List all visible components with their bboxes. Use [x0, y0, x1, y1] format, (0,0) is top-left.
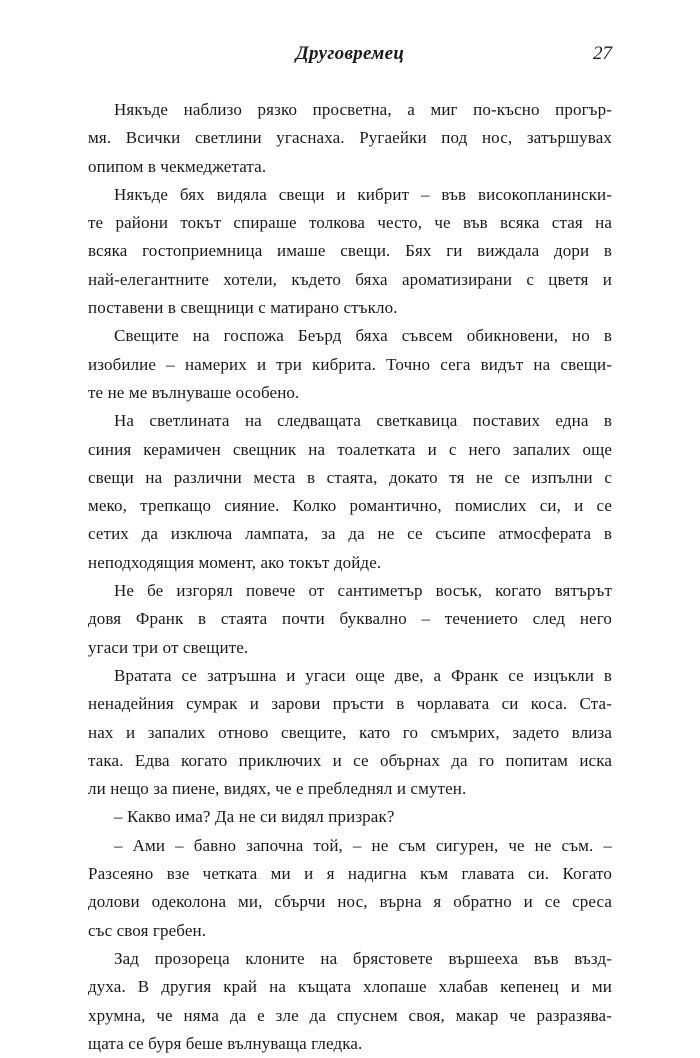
text-line: те райони токът спираше толкова често, че във всяка стая на	[88, 213, 612, 233]
text-line: със своя гребен.	[88, 920, 207, 940]
paragraph	[88, 803, 612, 831]
text-line: изобилие – намерих и три кибрита. Точно сега видът на свещи-	[88, 354, 612, 374]
text-line: угаси три от свещите.	[88, 637, 249, 657]
paragraph	[88, 945, 612, 1058]
body-text	[88, 96, 612, 1058]
text-line: довя Франк в стаята почти буквално – течението след него	[88, 609, 612, 629]
paragraph	[88, 577, 612, 662]
paragraph	[88, 322, 612, 407]
text-line: поставени в свещници с матирано стъкло.	[88, 298, 398, 318]
text-line: меко, трепкащо сияние. Колко романтично, помислих си, и се	[88, 496, 612, 516]
text-line: така. Едва когато приключих и се обърнах да го попитам иска	[88, 750, 612, 770]
text-line: те не ме вълнуваше особено.	[88, 382, 300, 402]
paragraph	[88, 96, 612, 181]
page-number: 27	[593, 43, 612, 64]
text-line: – Ами – бавно започна той, – не съм сигурен, че не съм. –	[114, 835, 612, 855]
text-line: ли нещо за пиене, видях, че е пребледнял и смутен.	[88, 779, 467, 799]
text-line: Разсеяно взе четката ми и я надигна към главата си. Когато	[88, 864, 612, 884]
text-line: сетих да изключа лампата, за да не се съсипе атмосферата в	[88, 524, 612, 544]
text-line: – Какво има? Да не си видял призрак?	[114, 807, 395, 827]
text-line: Не бе изгорял повече от сантиметър восък, когато вятърът	[114, 581, 612, 601]
text-line: Вратата се затръшна и угаси още две, а Франк се изцъкли в	[114, 665, 612, 685]
text-line: Някъде наблизо рязко просветна, а миг по-късно прогър-	[114, 100, 612, 119]
text-line: долови одеколона ми, сбърчи нос, върна я обратно и се среса	[88, 892, 612, 912]
text-line: нах и запалих отново свещите, като го смъмрих, задето влиза	[88, 722, 612, 742]
text-line: всяка гостоприемница имаше свещи. Бях ги виждала дори в	[88, 241, 612, 261]
running-header	[88, 43, 612, 71]
paragraph	[88, 662, 612, 803]
text-line: синия керамичен свещник на тоалетката и с него запалих още	[88, 439, 612, 459]
text-line: неподходящия момент, ако токът дойде.	[88, 552, 382, 572]
text-line: Някъде бях видяла свещи и кибрит – във високопланински-	[114, 184, 612, 204]
text-line: щата се буря беше вълнуваща гледка.	[88, 1033, 363, 1053]
text-line: хрумна, че няма да е зле да спуснем своя, макар че разразява-	[88, 1005, 612, 1025]
text-line: най-елегантните хотели, където бяха ароматизирани с цветя и	[88, 269, 612, 289]
text-line: духа. В другия край на къщата хлопаше хлабав кепенец и ми	[88, 977, 612, 997]
text-line: свещи на различни места в стаята, докато тя не се изпълни с	[88, 467, 612, 487]
paragraph	[88, 832, 612, 945]
text-line: Зад прозореца клоните на брястовете вършееха във възд-	[114, 948, 612, 968]
text-line: На светлината на следващата светкавица поставих една в	[114, 411, 612, 431]
text-line: опипом в чекмеджетата.	[88, 156, 267, 176]
text-line: мя. Всички светлини угаснаха. Ругаейки под нос, затършувах	[88, 128, 612, 148]
paragraph	[88, 181, 612, 322]
running-title: Друговремец	[295, 43, 405, 64]
text-line: Свещите на госпожа Беърд бяха съвсем обикновени, но в	[114, 326, 612, 346]
text-line: ненадейния сумрак и зарови пръсти в чорлавата си коса. Ста-	[88, 694, 612, 714]
paragraph	[88, 407, 612, 577]
